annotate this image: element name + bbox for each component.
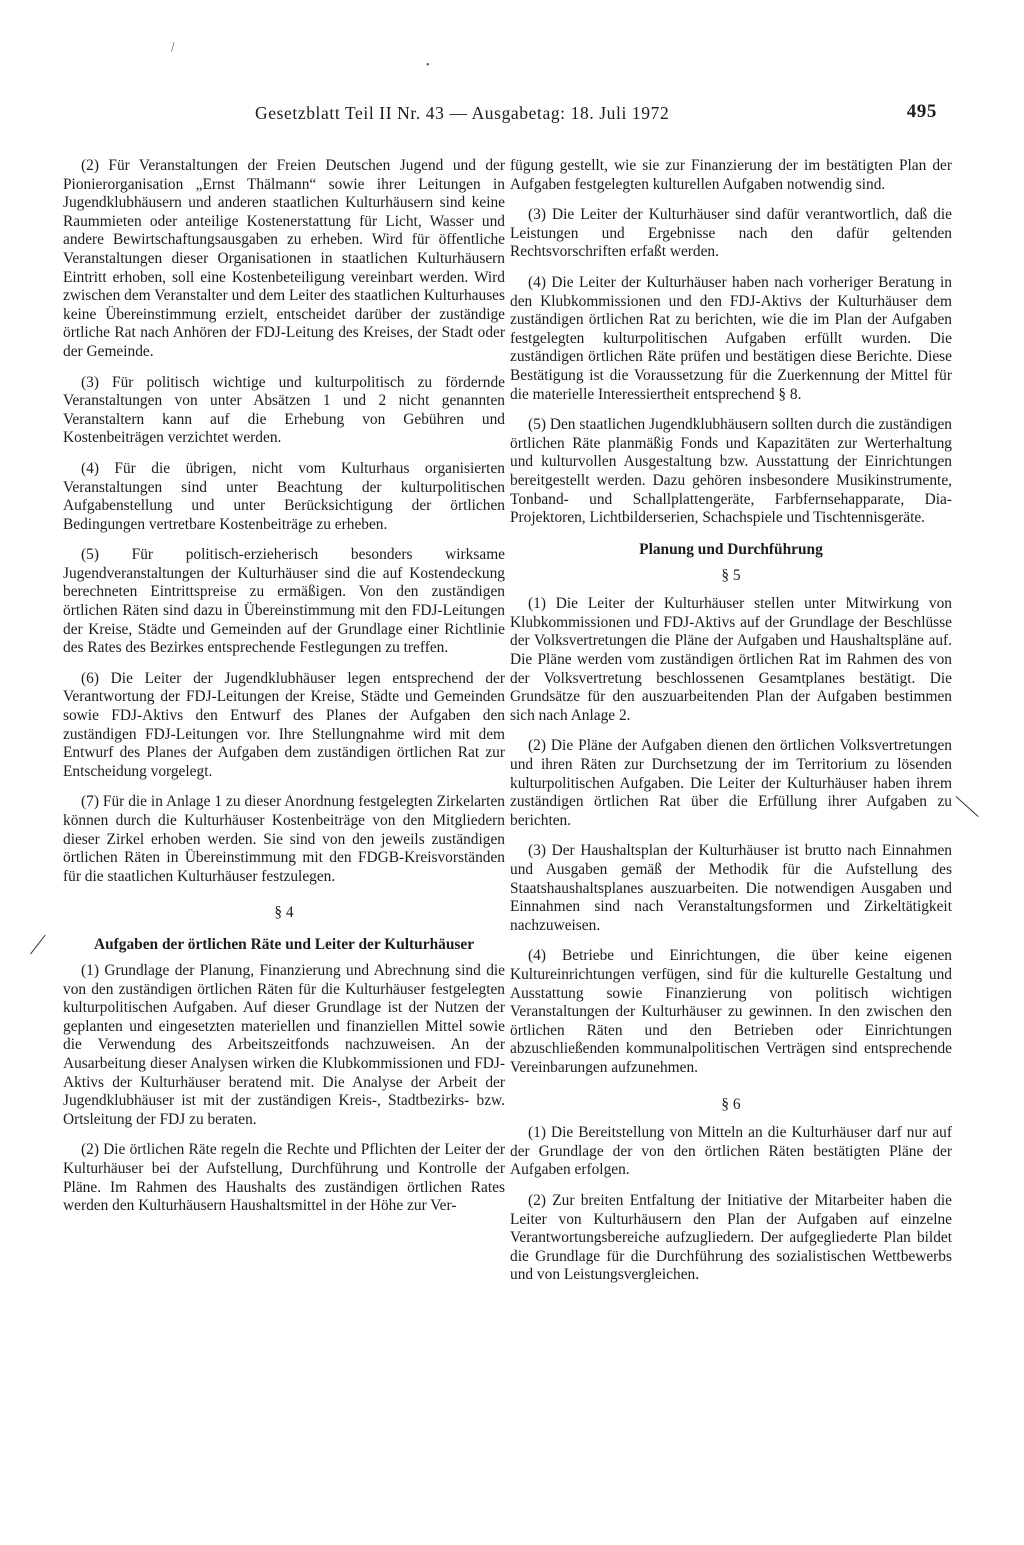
paragraph: (1) Grundlage der Planung, Finanzierung und Abrechnung sind die von den zuständigen örtlichen Räten für die Kulturhäuser festgelegten kulturpolitischen Aufgaben. Auf dieser Grundlage ist der Nutzen der geplanten und eingesetzten materiellen und finanziellen Mittel sowie die Verwendung des Arbeitszeitfonds nachzuweisen. An der Ausarbeitung dieser Analysen wirken die Klubkommissionen und FDJ-Aktivs der Kulturhäuser beratend mit. Die Analyse der Arbeit der Jugendklubhäuser ist mit der zuständigen Kreis-, Stadtbezirks- bzw. Ortsleitung der FDJ zu beraten. bbox=[63, 961, 505, 1128]
paragraph: (7) Für die in Anlage 1 zu dieser Anordnung festgelegten Zirkelarten können durch die Kulturhäuser Kostenbeiträge von den Mitgliedern dieser Zirkel erhoben werden. Sie sind von den jeweils zuständigen örtlichen Räten in Übereinstimmung mit den FDGB-Kreisvorständen für die staatlichen Kulturhäuser festzulegen. bbox=[63, 793, 505, 885]
scan-artifact-mark: \ bbox=[166, 40, 179, 55]
paragraph: (1) Die Leiter der Kulturhäuser stellen unter Mitwirkung von Klubkommissionen und FDJ-Aktivs auf der Grundlage der Beschlüsse der Volksvertretungen die Pläne der Aufgaben und Haushaltspläne auf. Die Pläne werden vom zuständigen örtlichen Rat im Rahmen des von der Volksvertretung beschlossenen Gesamtplanes bestätigt. Die Grundsätze für den auszuarbeitenden Plan der Aufgaben bestimmen sich nach Anlage 2. bbox=[510, 595, 952, 724]
section-number: § 6 bbox=[721, 1095, 741, 1113]
page-header bbox=[255, 101, 937, 127]
paragraph: (2) Die örtlichen Räte regeln die Rechte und Pflichten der Leiter der Kulturhäuser bei der Aufstellung, Durchführung und Kontrolle der Pläne. Im Rahmen des Haushalts des zuständigen örtlichen Rates werden den Kulturhäusern Haushaltsmittel in der Höhe zur Ver- bbox=[63, 1141, 505, 1215]
left-column bbox=[63, 157, 505, 1228]
margin-pen-stroke bbox=[955, 796, 978, 817]
paragraph: (2) Zur breiten Entfaltung der Initiative der Mitarbeiter haben die Leiter von Kulturhäusern den Plan der Aufgaben auf einzelne Verantwortungsbereiche aufzugliedern. Der aufgegliederte Plan bildet die Grundlage für die Durchführung des sozialistischen Wettbewerbs und von Leistungsvergleichen. bbox=[510, 1191, 952, 1284]
page-number: 495 bbox=[906, 101, 937, 122]
paragraph-continuation: fügung gestellt, wie sie zur Finanzierung der im bestätigten Plan der Aufgaben festgelegten kulturellen Aufgaben notwendig sind. bbox=[510, 157, 952, 193]
paragraph: (4) Für die übrigen, nicht vom Kulturhaus organisierten Veranstaltungen sind unter Beachtung der kulturpolitischen Aufgabenstellung und unter Berücksichtigung der örtlichen Bedingungen vertretbare Kostenbeiträge zu erheben. bbox=[63, 459, 505, 533]
gazette-title: Gesetzblatt Teil II Nr. 43 — Ausgabetag: 18. Juli 1972 bbox=[255, 103, 670, 123]
scan-artifact-dot: • bbox=[426, 60, 430, 71]
paragraph: (6) Die Leiter der Jugendklubhäuser legen entsprechend der Verantwortung der FDJ-Leitungen der Kreise, Städte und Gemeinden sowie FDJ-Aktivs den Entwurf des Planes der Aufgaben den zuständigen FDJ-Leitungen vor. Ihre Stellungnahme wird mit dem Entwurf des Planes der Aufgaben dem zuständigen örtlichen Rat zur Entscheidung vorgelegt. bbox=[63, 669, 505, 780]
right-column bbox=[510, 157, 952, 1297]
section-heading: Planung und Durchführung bbox=[639, 540, 823, 558]
section-heading: Aufgaben der örtlichen Räte und Leiter der Kulturhäuser bbox=[93, 935, 475, 953]
paragraph: (2) Für Veranstaltungen der Freien Deutschen Jugend und der Pionierorganisation „Ernst Thälmann“ sowie ihrer Leitungen in Jugendklubhäusern und anderen staatlichen Kulturhäusern sind keine Raummieten oder anteilige Kostenerstattung für Licht, Wasser und andere Bewirtschaftungsausgaben zu erheben. Wird für öffentliche Veranstaltungen dieser Organisationen in staatlichen Kulturhäusern Eintritt erhoben, soll eine Kostenbeteiligung vereinbart werden. Wird zwischen dem Veranstalter und dem Leiter des staatlichen Kulturhauses keine Übereinstimmung erzielt, entscheidet darüber der zuständige örtliche Rat nach Anhören der FDJ-Leitung des Kreises, der Stadt oder der Gemeinde. bbox=[63, 157, 505, 360]
paragraph: (5) Für politisch-erzieherisch besonders wirksame Jugendveranstaltungen der Kulturhäuser sind die auf Kostendeckung berechneten Eintrittspreise zu ermäßigen. Von den zuständigen örtlichen Räten sind dazu in Übereinstimmung mit den FDJ-Leitungen der Kreise, Städte und Gemeinden auf der Grundlage einer Richtlinie des Rates des Bezirkes entsprechende Festlegungen zu treffen. bbox=[63, 546, 505, 657]
paragraph: (2) Die Pläne der Aufgaben dienen den örtlichen Volksvertretungen und ihren Räten zur Durchsetzung der im Territorium zu lösenden kulturpolitischen Aufgaben. Die Leiter der Kulturhäuser haben ihrem zuständigen örtlichen Rat über die Erfüllung ihrer Aufgaben zu berichten. bbox=[510, 737, 952, 829]
margin-pen-stroke bbox=[30, 935, 46, 955]
paragraph: (1) Die Bereitstellung von Mitteln an die Kulturhäuser darf nur auf der Grundlage der von den örtlichen Räten bestätigten Pläne der Aufgaben erfolgen. bbox=[510, 1124, 952, 1179]
paragraph: (3) Die Leiter der Kulturhäuser sind dafür verantwortlich, daß die Leistungen und Ergebnisse nach den dafür geltenden Rechtsvorschriften erfaßt werden. bbox=[510, 206, 952, 261]
section-number: § 4 bbox=[274, 904, 294, 922]
paragraph: (5) Den staatlichen Jugendklubhäusern sollten durch die zuständigen örtlichen Räte planmäßig Fonds und Kapazitäten zur Werterhaltung und kulturvollen Ausgestaltung bzw. Ausstattung der Einrichtungen bereitgestellt werden. Dazu gehören insbesondere Musikinstrumente, Tonband- und Schallplattengeräte, Farbfernsehapparate, Dia-Projektoren, Lichtbilderserien, Schachspiele und Tischtennisgeräte. bbox=[510, 416, 952, 527]
section-number: § 5 bbox=[721, 566, 741, 584]
paragraph: (3) Der Haushaltsplan der Kulturhäuser ist brutto nach Einnahmen und Ausgaben gemäß der Methodik für die Aufstellung des Staatshaushaltsplanes auszuarbeiten. Die notwendigen Ausgaben und Einnahmen sind nach Veranstaltungsformen und Zirkeltätigkeit nachzuweisen. bbox=[510, 842, 952, 934]
paragraph: (3) Für politisch wichtige und kulturpolitisch zu fördernde Veranstaltungen von unter Absätzen 1 und 2 nicht genannten Veranstaltern kann auf die Erhebung von Gebühren und Kostenbeiträgen verzichtet werden. bbox=[63, 373, 505, 447]
paragraph: (4) Betriebe und Einrichtungen, die über keine eigenen Kultureinrichtungen verfügen, sind für die kulturelle Gestaltung und Ausstattung sowie Finanzierung von politisch wichtigen Veranstaltungen der Kulturhäuser zu gewinnen. In den zwischen den örtlichen Räten und den Betrieben oder Einrichtungen abzuschließenden kommunalpolitischen Verträgen sind entsprechende Vereinbarungen aufzunehmen. bbox=[510, 947, 952, 1076]
paragraph: (4) Die Leiter der Kulturhäuser haben nach vorheriger Beratung in den Klubkommissionen und den FDJ-Aktivs der Kulturhäuser dem zuständigen örtlichen Rat zu berichten, wie die im Plan der Aufgaben festgelegten kulturpolitischen Aufgaben erfüllt wurden. Die zuständigen örtlichen Räte prüfen und bestätigen diese Berichte. Diese Bestätigung ist die Voraussetzung für die Zuerkennung der Mittel für die materielle Interessiertheit entsprechend § 8. bbox=[510, 273, 952, 403]
